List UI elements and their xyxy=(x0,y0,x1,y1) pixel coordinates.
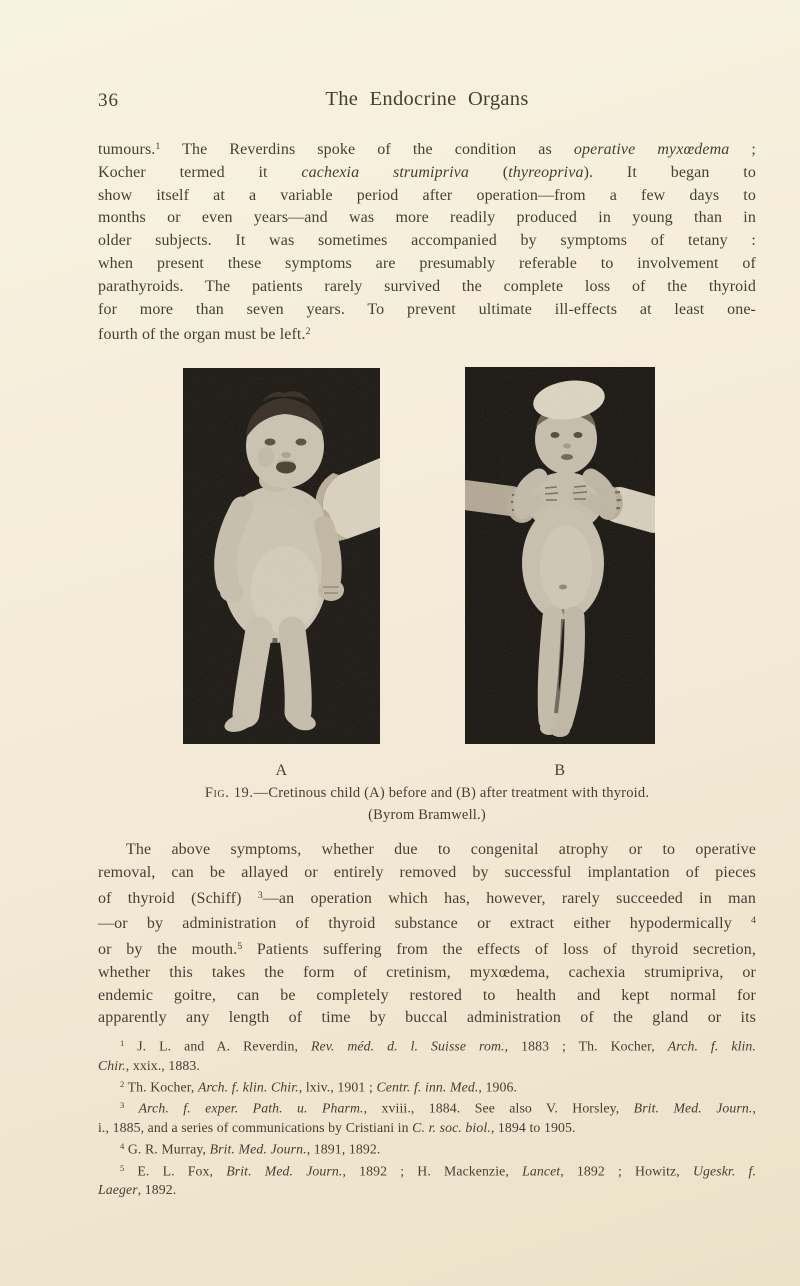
paragraph-operative-myxoedema: tumours.$^1$ The Reverdins spoke of the condition as operative myxœdema ; Kocher termed it cachexia strumipriva (thyreopriva). It began to show itself at a variable period after operation—from a few days to months or even years—and was more readily produced in young than in older subjects. It was sometimes accompanied by symptoms of tetany : when present these symptoms are presumably referable to involvement of parathyroids. The patients rarely survived the complete loss of the thyroid for more than seven years. To prevent ultimate ill-effects at least one- fourth of the organ must be left.$^2$ xyxy=(98,140,756,344)
baby-before-illustration xyxy=(183,368,380,744)
footnotes: $^1$ J. L. and A. Reverdin, Rev. méd. d. l. Suisse rom., 1883 ; Th. Kocher, Arch. f. klin. Chir., xxix., 1883. $^2$ Th. Kocher, Arch. f. klin. Chir., lxiv., 1901 ; Centr. f. inn. Med., 1906. $^3$ Arch. f. exper. Path. u. Pharm., xviii., 1884. See also V. Horsley, Brit. Med. Journ., i., 1885, and a series of communications by Cristiani in C. r. soc. biol., 1894 to 1905. $^4$ G. R. Murray, Brit. Med. Journ., 1891, 1892. $^5$ E. L. Fox, Brit. Med. Journ., 1892 ; H. Mackenzie, Lancet, 1892 ; Howitz, Ugeskr. f. Laeger, 1892. xyxy=(98,1038,756,1198)
paragraph-treatment: The above symptoms, whether due to congenital atrophy or to operative removal, can be allayed or entirely removed by successful implantation of pieces of thyroid (Schiff) $^3$—an operation which has, however, rarely succeeded in man —or by administration of thyroid substance or extract either hypodermically $^4$ or by the mouth.$^5$ Patients suffering from the effects of loss of thyroid secretion, whether this takes the form of cretinism, myxœdema, cachexia strumipriva, or endemic goitre, can be completely restored to health and kept normal for apparently any length of time by buccal administration of the gland or its xyxy=(98,841,757,1027)
running-title: The Endocrine Organs xyxy=(325,88,529,110)
figure-caption: Fig. 19.—Cretinous child (A) before and (B) after treatment with thyroid. (Byrom Bramwell.) xyxy=(204,785,650,823)
page-number: 36 xyxy=(98,90,119,111)
figure-label-b: B xyxy=(554,762,566,779)
figure-photo-before xyxy=(183,368,380,744)
figure-photo-after xyxy=(465,367,655,744)
figure-label-a: A xyxy=(275,762,288,779)
baby-after-illustration xyxy=(465,367,655,744)
